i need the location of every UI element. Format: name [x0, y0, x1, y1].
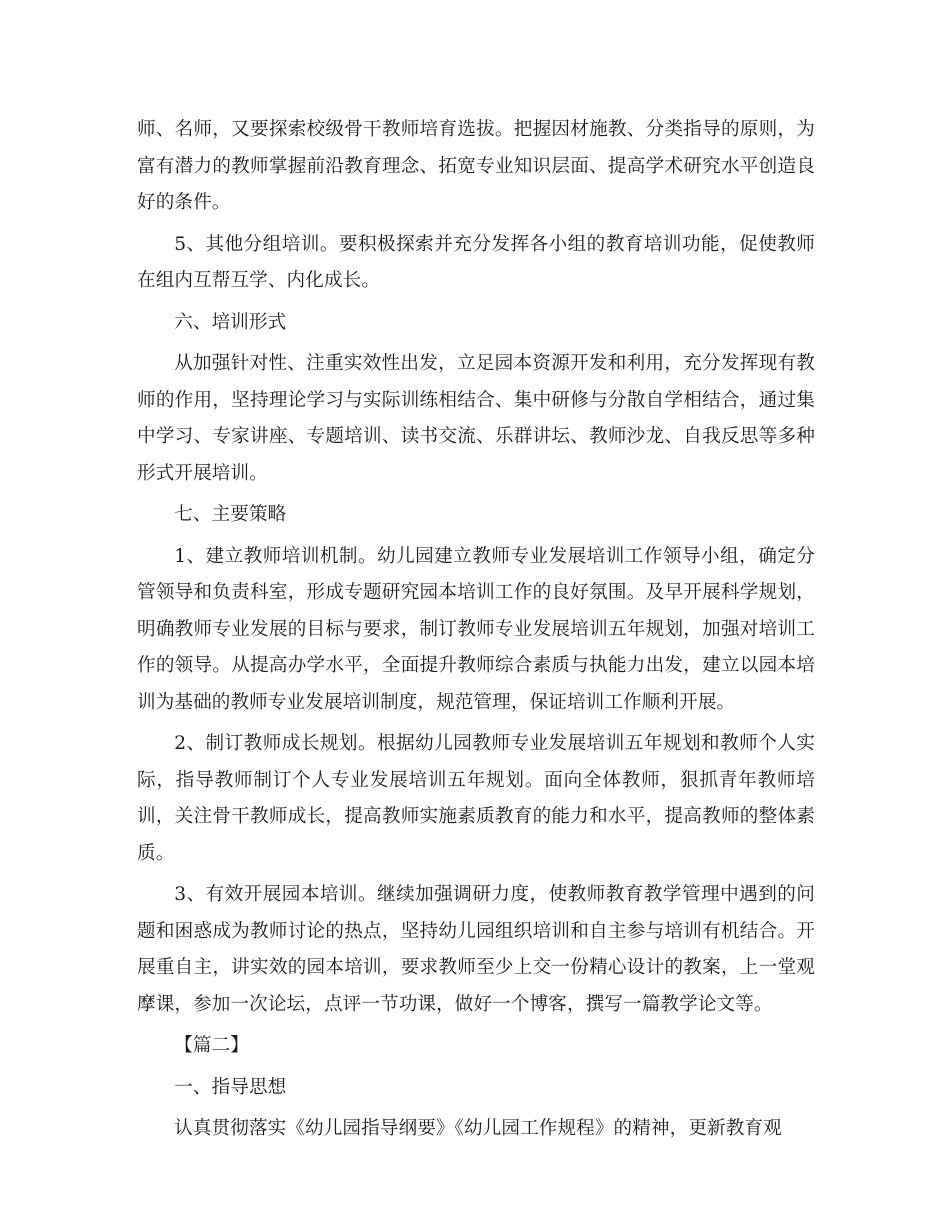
paragraph: 七、主要策略: [174, 504, 287, 525]
paragraph: 1、建立教师培训机制。幼儿园建立教师专业发展培训工作领导小组，确定分管领导和负责科室，形成专题研究园本培训工作的良好氛围。及早开展科学规划，明确教师专业发展的目标与要求，制订教师专业发展培训五年规划，加强对培训工作的领导。从提高办学水平，全面提升教师综合素质与执能力出发，建立以园本培训为基础的教师专业发展培训制度，规范管理，保证培训工作顺利开展。: [137, 545, 815, 713]
paragraph: 2、制订教师成长规划。根据幼儿园教师专业发展培训五年规划和教师个人实际，指导教师制订个人专业发展培训五年规划。面向全体教师，狠抓青年教师培训，关注骨干教师成长，提高教师实施素质教育的能力和水平，提高教师的整体素质。: [137, 733, 815, 864]
paragraph: 六、培训形式: [174, 311, 287, 333]
paragraph: 5、其他分组培训。要积极探索并充分发挥各小组的教育培训功能，促使教师在组内互帮互学、内化成长。: [137, 233, 815, 291]
paragraph: 【篇二】: [174, 1035, 249, 1056]
paragraph: 一、指导思想: [174, 1076, 287, 1098]
document-body: [137, 112, 815, 1153]
paragraph: 从加强针对性、注重实效性出发，立足园本资源开发和利用，充分发挥现有教师的作用，坚持理论学习与实际训练相结合、集中研修与分散自学相结合，通过集中学习、专家讲座、专题培训、读书交流、乐群讲坛、教师沙龙、自我反思等多种形式开展培训。: [137, 353, 815, 484]
paragraph: 师、名师，又要探索校级骨干教师培育选拔。把握因材施教、分类指导的原则，为富有潜力的教师掌握前沿教育理念、拓宽专业知识层面、提高学术研究水平创造良好的条件。: [137, 119, 815, 213]
paragraph: 3、有效开展园本培训。继续加强调研力度，使教师教育教学管理中遇到的问题和困惑成为教师讨论的热点，坚持幼儿园组织培训和自主参与培训有机结合。开展重自主，讲实效的园本培训，要求教师至少上交一份精心设计的教案，上一堂观摩课，参加一次论坛，点评一节功课，做好一个博客，撰写一篇教学论文等。: [137, 884, 815, 1015]
paragraph: 认真贯彻落实《幼儿园指导纲要》《幼儿园工作规程》的精神，更新教育观: [174, 1118, 782, 1139]
